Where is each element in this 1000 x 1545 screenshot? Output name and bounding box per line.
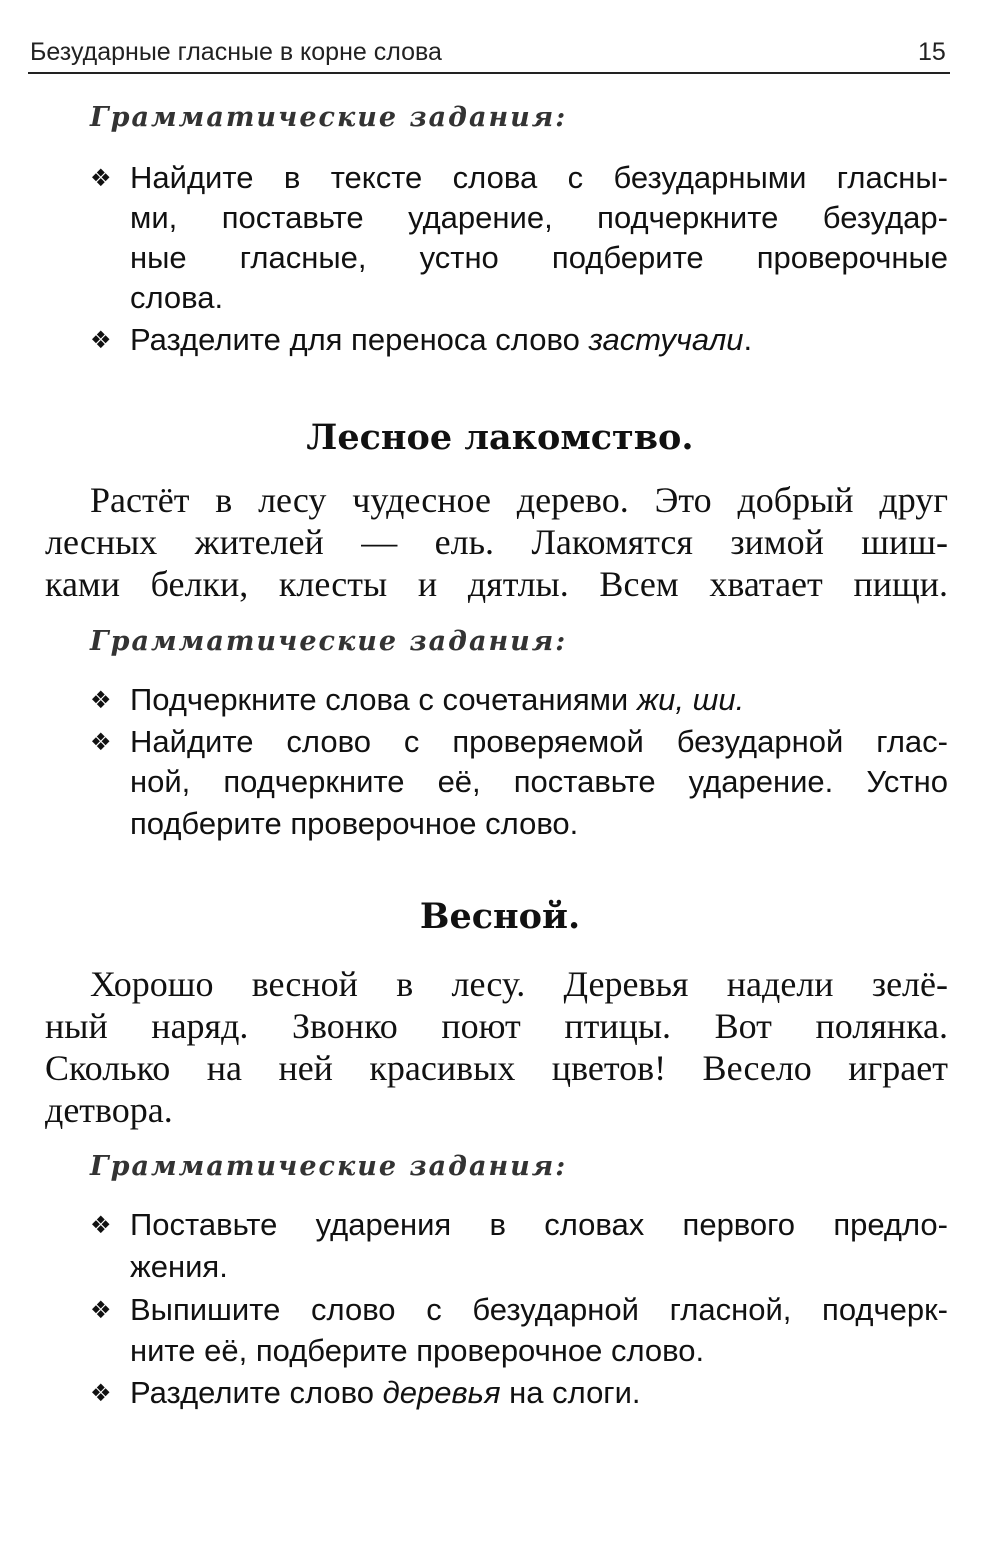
task-text: Разделите слово xyxy=(130,1375,383,1410)
task-text-end: на слоги. xyxy=(500,1375,641,1410)
task-text: Подчеркните слова с сочетаниями xyxy=(130,682,637,717)
task-line xyxy=(130,1373,641,1413)
task-line: ми, поставьте ударение, подчеркните безудар- xyxy=(130,200,948,235)
task-line: Найдите слово с проверяемой безударной глас- xyxy=(130,724,948,759)
task-text-end: . xyxy=(743,322,753,357)
bullet-icon: ❖ xyxy=(90,728,112,756)
page-number: 15 xyxy=(918,38,946,66)
paragraph-line: ный наряд. Звонко поют птицы. Вот полянка. xyxy=(45,1006,948,1046)
header-rule xyxy=(28,72,950,74)
task-line: ные гласные, устно подберите проверочные xyxy=(130,240,948,275)
task-line: ните её, подберите проверочное слово. xyxy=(130,1333,705,1368)
bullet-icon: ❖ xyxy=(90,1379,112,1407)
paragraph-line: Хорошо весной в лесу. Деревья надели зелё- xyxy=(90,964,948,1004)
bullet-icon: ❖ xyxy=(90,686,112,714)
task-line: жения. xyxy=(130,1249,228,1284)
tasks-heading: Грамматические задания: xyxy=(90,1151,568,1182)
task-line: подберите проверочное слово. xyxy=(130,806,579,841)
italic-word: застучали xyxy=(588,322,744,357)
task-line: Поставьте ударения в словах первого предло- xyxy=(130,1207,948,1242)
task-line: ной, подчеркните её, поставьте ударение. Устно xyxy=(130,764,948,799)
task-line xyxy=(130,320,752,360)
bullet-icon: ❖ xyxy=(90,1211,112,1239)
paragraph-line: лесных жителей — ель. Лакомятся зимой шиш- xyxy=(45,522,948,562)
paragraph-line: Сколько на ней красивых цветов! Весело играет xyxy=(45,1048,948,1088)
task-line: слова. xyxy=(130,280,224,315)
italic-word: жи, ши. xyxy=(636,682,745,717)
task-line: Найдите в тексте слова с безударными гласны- xyxy=(130,160,948,195)
story-title: Лесное лакомство. xyxy=(306,417,694,458)
paragraph-line: детвора. xyxy=(45,1090,173,1130)
bullet-icon: ❖ xyxy=(90,1296,112,1324)
bullet-icon: ❖ xyxy=(90,326,112,354)
paragraph-line: ками белки, клесты и дятлы. Всем хватает пищи. xyxy=(45,564,948,604)
tasks-heading: Грамматические задания: xyxy=(90,102,568,133)
task-text: Разделите для переноса слово xyxy=(130,322,589,357)
paragraph-line: Растёт в лесу чудесное дерево. Это добрый друг xyxy=(90,480,948,520)
tasks-heading: Грамматические задания: xyxy=(90,626,568,657)
italic-word: деревья xyxy=(382,1375,501,1410)
task-line xyxy=(130,680,744,720)
story-title: Весной. xyxy=(419,896,581,937)
bullet-icon: ❖ xyxy=(90,164,112,192)
task-line: Выпишите слово с безударной гласной, подчерк- xyxy=(130,1292,948,1327)
running-header-title: Безударные гласные в корне слова xyxy=(30,38,442,66)
